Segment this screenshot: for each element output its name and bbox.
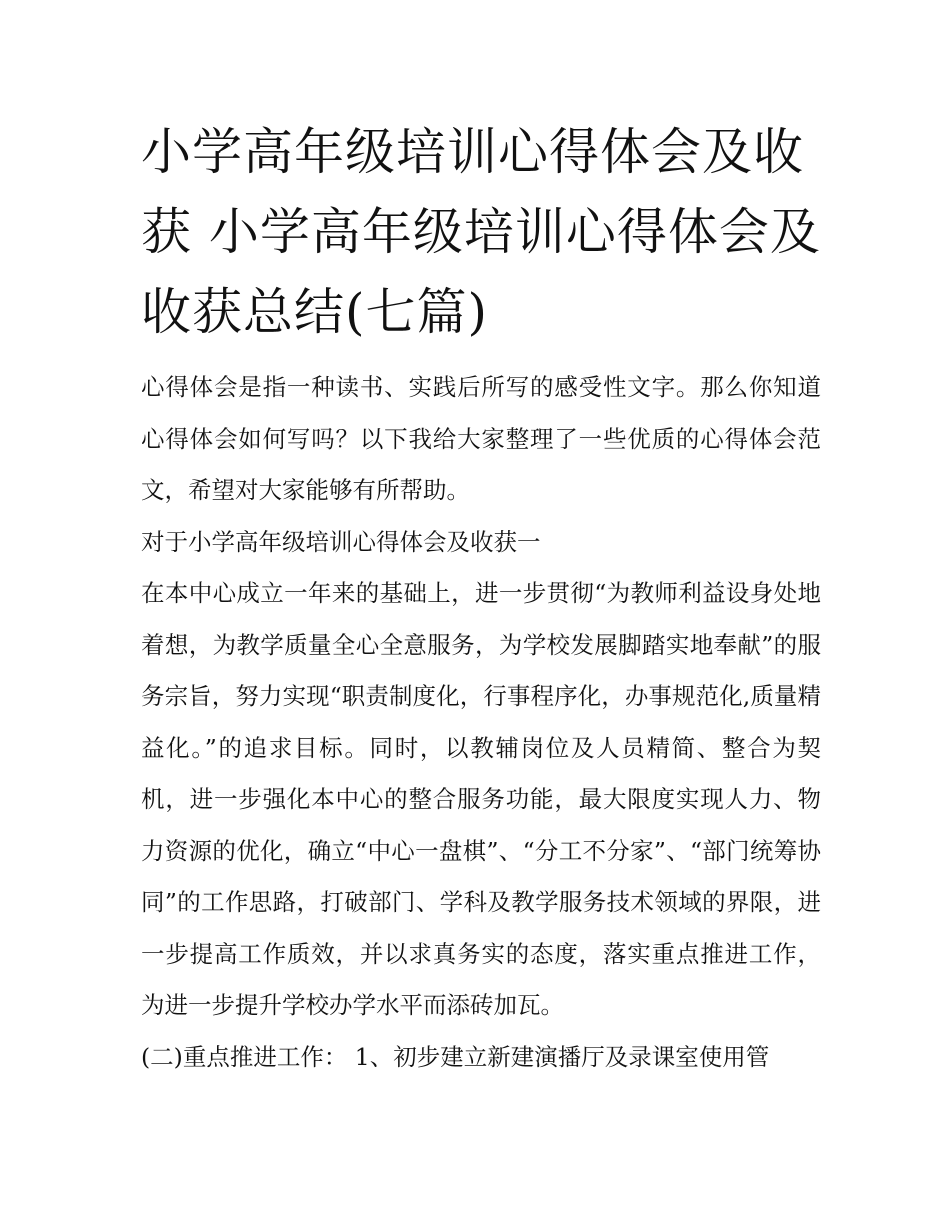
document-title: 小学高年级培训心得体会及收获 小学高年级培训心得体会及收获总结(七篇) xyxy=(141,123,821,341)
intro-paragraph: 心得体会是指一种读书、实践后所写的感受性文字。那么你知道心得体会如何写吗？以下我给大家整理了一些优质的心得体会范文，希望对大家能够有所帮助。 xyxy=(141,373,821,504)
body-paragraph: 在本中心成立一年来的基础上，进一步贯彻“为教师利益设身处地着想，为教学质量全心全意服务，为学校发展脚踏实地奉献”的服务宗旨，努力实现“职责制度化，行事程序化，办事规范化,质量精益化。”的追求目标。同时，以教辅岗位及人员精简、整合为契机，进一步强化本中心的整合服务功能，最大限度实现人力、物力资源的优化，确立“中心一盘棋”、“分工不分家”、“部门统筹协同”的工作思路，打破部门、学科及教学服务技术领域的界限，进一步提高工作质效，并以求真务实的态度，落实重点推进工作，为进一步提升学校办学水平而添砖加瓦。 xyxy=(141,579,821,1019)
section-heading: 对于小学高年级培训心得体会及收获一 xyxy=(141,527,541,556)
subsection-paragraph: (二)重点推进工作： 1、初步建立新建演播厅及录课室使用管 xyxy=(141,1042,770,1071)
document-page xyxy=(141,112,821,1083)
